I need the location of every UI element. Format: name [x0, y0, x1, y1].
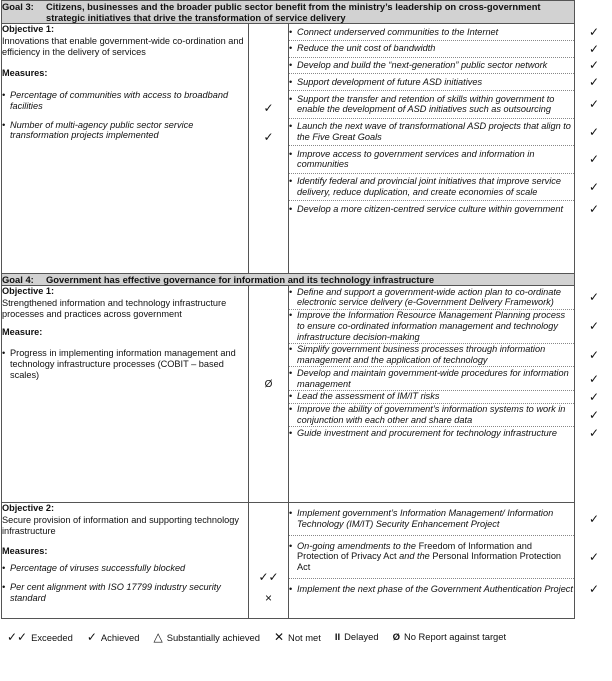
goal3-title: Citizens, businesses and the broader public sector benefit from the ministry’s leadership on cross-government strategic initiatives that drive the transformation of service delivery	[46, 1, 541, 23]
goal4-objective2-heading: Objective 2:	[2, 503, 55, 513]
legend-item	[274, 630, 321, 644]
goal3-initiative-text: Develop a more citizen-centred service culture within government	[297, 203, 564, 214]
goal4-objective2-initiative-text-pre: On-going amendments to the	[297, 540, 419, 551]
goal3-initiative-text: Launch the next wave of transformational ASD projects that align to the Five Great Goals	[297, 121, 571, 142]
goal4-objective2-measure-2: • Per cent alignment with ISO 17799 industry security standard	[2, 582, 248, 604]
goal3-bullet: •	[289, 176, 293, 187]
goal3-initiative-text: Identify federal and provincial joint initiatives that improve service delivery, reduce duplication, and create economies of scale	[297, 176, 562, 197]
goal3-initiative	[289, 58, 600, 75]
goal3-bullet: •	[289, 121, 293, 132]
goal4-title: Government has effective governance for information and its technology infrastructure	[46, 274, 435, 285]
goal3-bullet: •	[289, 148, 293, 159]
goal4-objective2-cell	[2, 503, 249, 619]
goal4-objective1-initiative-text: Guide investment and procurement for technology infrastructure	[297, 427, 557, 438]
legend-label: Exceeded	[31, 632, 73, 643]
goal3-initiative	[289, 146, 600, 174]
goal4-objective1-bullet: •	[289, 367, 293, 378]
goal4-label: Goal 4:	[2, 274, 34, 285]
goal4-objective2-text: Secure provision of information and supporting technology infrastructure	[2, 514, 239, 536]
goal4-objective2-measure-2-text: Per cent alignment with ISO 17799 industry security standard	[10, 581, 221, 603]
goal4-objective1-initiative-status: ✓	[588, 389, 600, 404]
goal4-objective1-initiatives-list	[289, 286, 600, 441]
goal3-initiative-text: Support the transfer and retention of skills within government to enable the development of ASD initiatives such as outsourcing	[297, 93, 555, 115]
goal3-initiative-text: Reduce the unit cost of bandwidth	[297, 43, 436, 54]
legend-item	[7, 630, 73, 644]
goal3-results-cell	[249, 24, 289, 274]
goal4-objective1-initiative-text: Define and support a government-wide action plan to co-ordinate electronic service delivery (e-Government Delivery Framework)	[297, 286, 562, 308]
goal4-objective1-bullet: •	[289, 344, 293, 355]
legend-item	[87, 630, 140, 644]
check-icon: ✓	[86, 630, 97, 644]
goal4-objective2-initiative-text	[297, 541, 574, 573]
goal3-objective-heading: Objective 1:	[2, 24, 55, 34]
goal4-objective1-initiative	[289, 426, 600, 441]
goal3-initiative-status: ✓	[588, 202, 600, 217]
goal4-objective1-results-cell	[249, 286, 289, 503]
legend-item	[335, 631, 379, 643]
goal3-initiative-text: Develop and build the “next-generation” public sector network	[297, 60, 548, 71]
goal3-measure-2-result: ✓	[263, 130, 274, 144]
goal3-bullet: •	[289, 26, 293, 37]
goal3-initiative	[289, 41, 600, 58]
goal3-measure-2: • Number of multi-agency public sector service transformation projects implemented	[2, 120, 248, 142]
goal3-initiative-status: ✓	[588, 179, 600, 194]
performance-table-page	[1, 0, 600, 644]
goal4-objective2-measure-1: • Percentage of viruses successfully blocked	[2, 563, 248, 574]
goal4-objective1-initiatives-cell	[289, 286, 600, 503]
goal3-initiative-status: ✓	[588, 41, 600, 56]
goal4-objective1-initiative	[289, 404, 600, 428]
goal4-objective1-initiative	[289, 344, 600, 368]
goal3-bullet: •	[289, 76, 293, 87]
goal3-bullet: •	[289, 43, 293, 54]
goal4-objective1-initiative-text: Simplify government business processes through information management and the application of technology	[297, 344, 546, 366]
goal4-objective1-measure-1-result: Ø	[264, 379, 273, 390]
goal4-objective1-bullet: •	[289, 286, 293, 297]
goal4-objective2-initiative-status: ✓	[588, 549, 600, 564]
legend-label: Substantially achieved	[166, 632, 260, 643]
goal4-objective2-initiative	[289, 536, 600, 579]
double-check-icon: ✓✓	[7, 630, 28, 644]
goal3-initiative-status: ✓	[588, 124, 600, 139]
goal3-initiatives-list	[289, 24, 600, 217]
goal3-initiatives-cell	[289, 24, 600, 274]
goal4-objective2-bullet: •	[289, 540, 293, 551]
goal4-objective1-measure-1-text: Progress in implementing information management and technology infrastructure processes (COBIT – based scales)	[10, 348, 236, 380]
goal3-initiative	[289, 91, 600, 119]
goal3-bullet: •	[289, 60, 293, 71]
goal4-objective2-measure-2-result: ×	[264, 591, 272, 605]
goal3-initiative-status: ✓	[588, 152, 600, 167]
goal4-objective1-initiative-status: ✓	[588, 290, 600, 305]
goal4-objective2-initiative-text: Implement government’s Information Management/ Information Technology (IM/IT) Security Enhancement Project	[297, 508, 554, 529]
goal4-objective1-initiative-status: ✓	[588, 407, 600, 422]
goal4-objective2-initiative-text: Implement the next phase of the Government Authentication Project	[297, 583, 573, 594]
pause-icon: II	[334, 631, 341, 643]
goal4-objective2-bullet: •	[289, 583, 293, 594]
legend-item	[393, 631, 507, 643]
goal4-objective2-measures-heading: Measures:	[2, 546, 48, 557]
goal3-initiative-status: ✓	[588, 24, 600, 39]
goal4-objective1-bullet: •	[289, 310, 293, 321]
goal4-objective2-initiative-act1: Freedom of Information and Protection of Privacy Act	[297, 540, 532, 562]
goal3-initiative	[289, 24, 600, 41]
goal4-objective2-bullet: •	[289, 508, 293, 518]
legend-label: Delayed	[344, 630, 379, 642]
goal3-measure-1: • Percentage of communities with access to broadband facilities	[2, 90, 248, 112]
goal4-objective1-initiative-status: ✓	[588, 348, 600, 363]
goal3-objective-cell	[2, 24, 249, 274]
goal4-objective1-heading: Objective 1:	[2, 286, 55, 296]
goal4-objective1-initiative-status: ✓	[588, 426, 600, 441]
goal4-objective1-initiative-text: Develop and maintain government-wide procedures for information management	[297, 367, 569, 389]
goal4-objective2-measure-1-text: Percentage of viruses successfully blocked	[10, 563, 186, 574]
goal3-initiative	[289, 174, 600, 202]
goal4-objective1-initiative-text: Improve the ability of government’s information systems to work in conjunction with each other and share data	[297, 404, 566, 425]
performance-table	[1, 0, 600, 619]
legend	[1, 630, 574, 644]
legend-label: Not met	[288, 632, 321, 643]
legend-label: Achieved	[100, 632, 140, 643]
goal4-objective1-measures-heading: Measure:	[2, 327, 43, 338]
goal4-objective2-results-cell	[249, 503, 289, 619]
goal4-objective1-initiative-status: ✓	[588, 371, 600, 386]
goal4-objective2-measure-1-result: ✓✓	[258, 570, 279, 584]
goal3-measures-heading: Measures:	[2, 68, 48, 79]
legend-label: No Report against target	[403, 630, 507, 642]
null-icon: Ø	[392, 631, 400, 643]
goal4-objective2-initiative	[289, 579, 600, 600]
goal3-measure-1-text: Percentage of communities with access to broadband facilities	[10, 90, 229, 111]
goal3-initiative-status: ✓	[588, 75, 600, 90]
goal3-bullet: •	[289, 203, 293, 214]
goal3-initiative-status: ✓	[588, 58, 600, 73]
goal3-initiative-status: ✓	[588, 97, 600, 112]
goal4-objective1-initiative	[289, 310, 600, 344]
triangle-icon: △	[153, 630, 163, 644]
goal3-label: Goal 3:	[2, 1, 34, 12]
goal3-initiative-text: Connect underserved communities to the Internet	[297, 26, 499, 37]
goal4-objective1-bullet: •	[289, 427, 293, 438]
goal4-objective1-initiative	[289, 286, 600, 310]
goal3-initiative-text: Support development of future ASD initiatives	[297, 76, 483, 87]
goal4-objective2-initiatives-cell	[289, 503, 600, 619]
goal4-objective2-initiatives-list	[289, 503, 600, 600]
goal3-initiative-text: Improve access to government services and information in communities	[297, 148, 535, 170]
goal4-objective2-initiative	[289, 503, 600, 536]
goal4-objective1-bullet: •	[289, 391, 293, 402]
goal4-objective2-initiative-text-mid: and the	[396, 551, 433, 562]
goal4-objective1-initiative	[289, 367, 600, 391]
goal4-objective1-initiative-text: Improve the Information Resource Management Planning process to ensure co-ordinated information management and technology infrastructure decision-making	[297, 310, 566, 342]
goal3-objective-text: Innovations that enable government-wide co-ordination and efficiency in the delivery of services	[2, 35, 244, 57]
goal4-objective1-initiative-status: ✓	[588, 319, 600, 334]
goal3-measure-2-text: Number of multi-agency public sector service transformation projects implemented	[10, 119, 194, 141]
goal4-objective1-initiative-text: Lead the assessment of IM/IT risks	[297, 391, 440, 402]
goal3-initiative	[289, 119, 600, 147]
goal3-header	[2, 1, 575, 24]
goal4-header	[2, 274, 575, 286]
goal3-measure-1-result: ✓	[263, 101, 274, 115]
goal4-objective1-measure-1: • Progress in implementing information management and technology infrastructure processes (COBIT – based scales)	[2, 348, 248, 380]
goal3-initiative	[289, 74, 600, 91]
goal4-objective2-initiative-act2: Personal Information Protection Act	[297, 551, 562, 573]
goal4-objective2-initiative-status: ✓	[588, 511, 600, 526]
goal3-bullet: •	[289, 93, 293, 104]
cross-icon: ✕	[273, 630, 285, 644]
goal4-objective1-bullet: •	[289, 404, 293, 415]
goal3-initiative	[289, 201, 600, 217]
goal4-objective2-initiative-status: ✓	[588, 582, 600, 597]
goal4-objective1-cell	[2, 286, 249, 503]
goal4-objective1-text: Strengthened information and technology infrastructure processes and practices across government	[2, 297, 227, 319]
legend-item	[153, 630, 260, 644]
goal4-objective1-initiative	[289, 389, 600, 404]
